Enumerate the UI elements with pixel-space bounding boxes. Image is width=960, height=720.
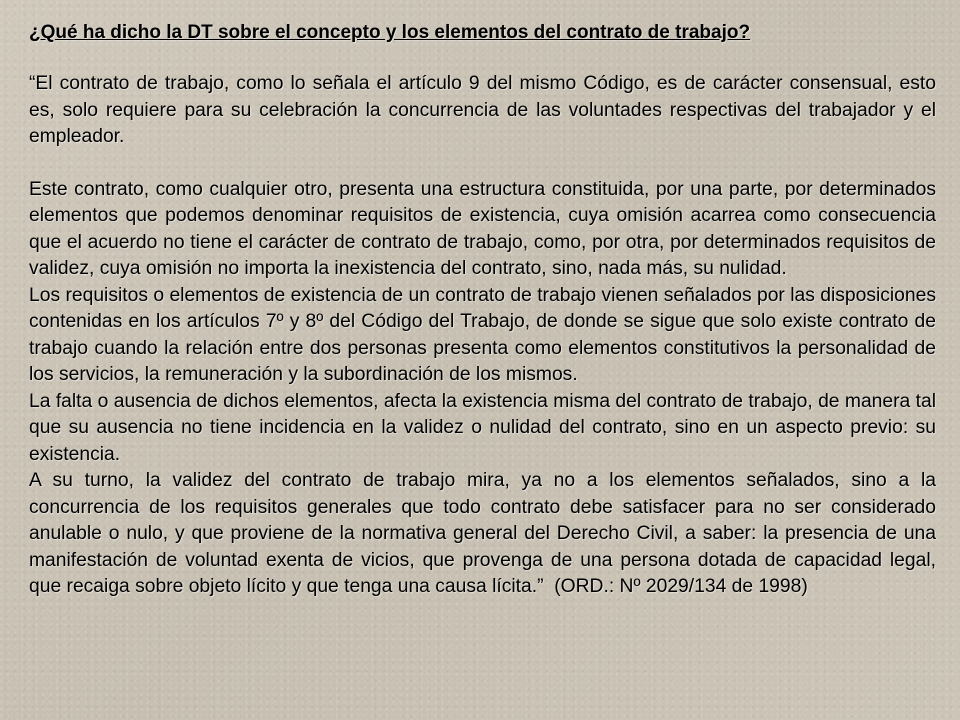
paragraph-gap <box>29 151 936 177</box>
paragraph-existence-requirements: Los requisitos o elementos de existencia de un contrato de trabajo vienen señalados por las disposiciones contenidas en los artículos 7º y 8º del Código del Trabajo, de donde se sigue que solo existe contrato de trabajo cuando la relación entre dos personas presenta como elementos constitutivos la personalidad de los servicios, la remuneración y la subordinación de los mismos. <box>29 284 936 385</box>
validity-text: A su turno, la validez del contrato de trabajo mira, ya no a los elementos señalados, sino a la concurrencia de los requisitos generales que todo contrato debe satisfacer para no ser considerado anulable o nulo, y que proviene de la normativa general del Derecho Civil, a saber: la presencia de una manifestación de voluntad exenta de vicios, que provenga de una persona dotada de capacidad legal, que recaiga sobre objeto lícito y que tenga una causa lícita.” <box>29 470 936 597</box>
paragraph-validity <box>29 468 936 601</box>
slide-title: ¿Qué ha dicho la DT sobre el concepto y los elementos del contrato de trabajo? <box>29 22 751 43</box>
citation: (ORD.: Nº 2029/134 de 1998) <box>554 576 808 597</box>
paragraph-absence-elements: La falta o ausencia de dichos elementos, afecta la existencia misma del contrato de trabajo, de manera tal que su ausencia no tiene incidencia en la validez o nulidad del contrato, sino en un aspecto previo: su existencia. <box>29 390 936 465</box>
paragraph-consensual: “El contrato de trabajo, como lo señala el artículo 9 del mismo Código, es de carácter consensual, esto es, solo requiere para su celebración la concurrencia de las voluntades respectivas del trabajador y el empleador. <box>29 73 936 147</box>
paragraph-structure: Este contrato, como cualquier otro, presenta una estructura constituida, por una parte, por determinados elementos que podemos denominar requisitos de existencia, cuya omisión acarrea como consecuencia que el acuerdo no tiene el carácter de contrato de trabajo, como, por otra, por determinados requisitos de validez, cuya omisión no importa la inexistencia del contrato, sino, nada más, su nulidad. <box>29 178 936 279</box>
